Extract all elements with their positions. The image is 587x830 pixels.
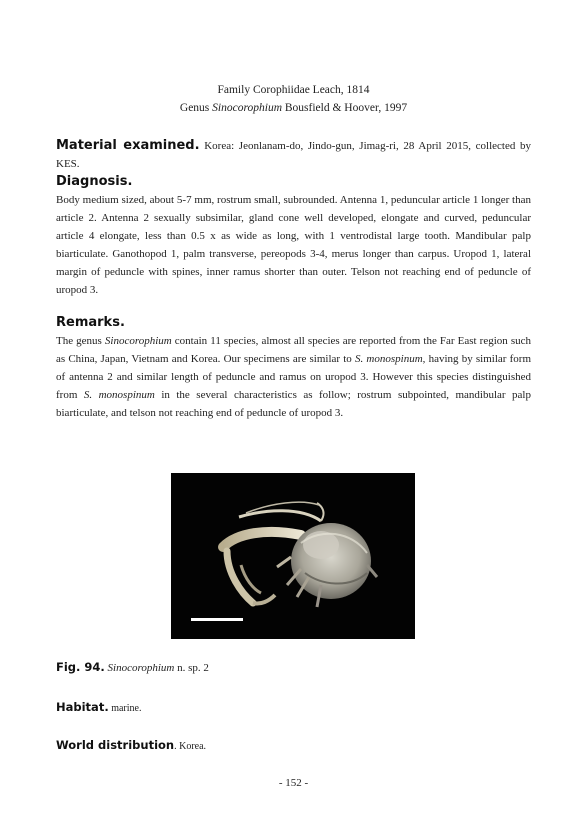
remarks-heading: Remarks. <box>56 315 125 330</box>
habitat-line <box>56 700 141 714</box>
figure-label: Fig. 94. <box>56 660 105 674</box>
remarks-species-1: S. monospinum, <box>354 353 426 365</box>
material-examined-section <box>56 137 531 173</box>
family-line: Family Corophiidae Leach, 1814 <box>217 84 370 96</box>
genus-name: Sinocorophium <box>212 102 283 114</box>
remarks-genus: Sinocorophium <box>104 335 172 347</box>
genus-prefix: Genus <box>179 102 213 114</box>
remarks-heading-block <box>56 314 531 332</box>
figure-rest: n. sp. 2 <box>174 662 209 674</box>
habitat-text: marine. <box>108 703 142 714</box>
remarks-text-1: The genus <box>56 335 105 347</box>
habitat-heading: Habitat. <box>56 700 109 714</box>
distribution-heading: World distribution <box>56 738 175 752</box>
diagnosis-text: Body medium sized, about 5-7 mm, rostrum small, subrounded. Antenna 1, peduncular article 1 longer than article 2. Antenna 2 sexually subsimilar, gland cone well developed, elongate and curved, peduncular article 4 elongate, less than 0.5 x as wide as long, with 1 ventrodistal large tooth. Mandibular palp biarticulate. Ganothopod 1, palm transverse, pereopods 3-4, merus longer than carpus. Uropod 1, lateral margin of peduncle with spines, inner ramus shorter than outer. Telson not reaching end of peduncle of uropod 3. <box>56 194 531 296</box>
page-number: - 152 - <box>278 777 309 789</box>
distribution-line <box>56 738 206 752</box>
remarks-text-3: having by similar form of antenna 2 and similar length of peduncle and ramus on uropod 3. However this species distinguished from <box>56 353 532 401</box>
distribution-text: . Korea. <box>174 741 207 752</box>
remarks-text <box>56 332 531 422</box>
material-heading: Material examined. <box>56 138 200 153</box>
material-text: Korea: Jeonlanam-do, Jindo-gun, Jimag-ri, 28 April 2015, collected by KES. <box>56 140 531 170</box>
remarks-species-2: S. monospinum <box>83 389 155 401</box>
amphipod-illustration <box>171 473 415 639</box>
genus-authority: Bousfield & Hoover, 1997 <box>282 102 408 114</box>
figure-genus: Sinocorophium <box>107 662 175 674</box>
figure-caption <box>56 660 209 674</box>
specimen-photo <box>171 473 415 639</box>
diagnosis-heading: Diagnosis. <box>56 174 133 189</box>
diagnosis-heading-block <box>56 173 531 191</box>
remarks-text-2: contain 11 species, almost all species are reported from the Far East region such as China, Japan, Vietnam and Korea. Our specimens are similar to <box>56 335 531 365</box>
remarks-text-4: in the several characteristics as follow; rostrum subpointed, mandibular palp biarticulate, and telson not reaching end of peduncle of uropod 3. <box>56 389 531 419</box>
genus-line <box>0 102 587 114</box>
